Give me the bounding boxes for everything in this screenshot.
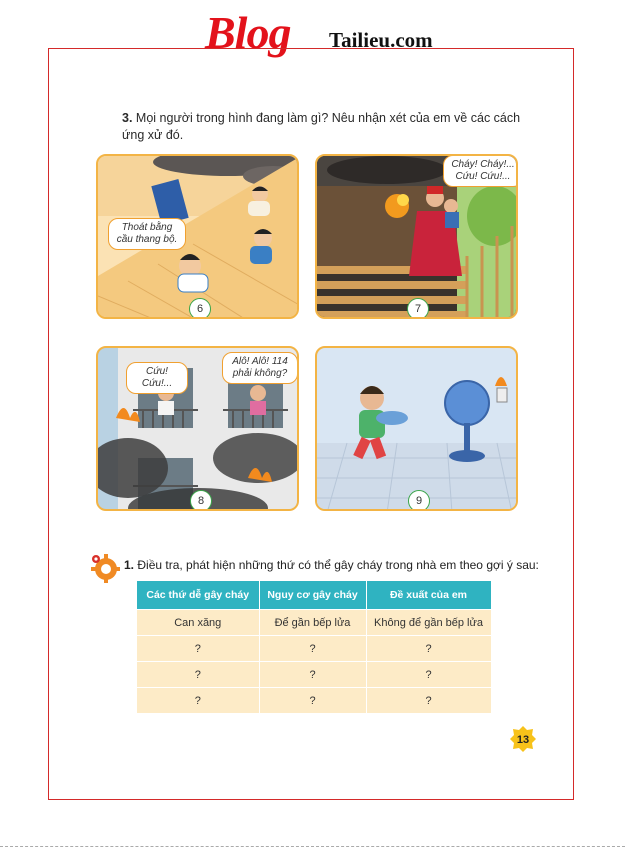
page-number: 13 — [516, 734, 530, 746]
table-cell: ? — [259, 688, 366, 714]
panel-number-8: 8 — [190, 490, 212, 511]
table-cell: ? — [137, 688, 259, 714]
table-cell: ? — [366, 636, 491, 662]
logo-blog-text: Blog — [205, 7, 291, 58]
question-3-text: Mọi người trong hình đang làm gì? Nêu nhận xét của em về các cách ứng xử đó. — [122, 111, 521, 142]
table-cell: ? — [137, 636, 259, 662]
bottom-divider — [0, 846, 625, 848]
table-cell: ? — [259, 636, 366, 662]
gear-icon — [90, 553, 120, 583]
speech-bubble-6: Thoát bằng cầu thang bộ. — [108, 218, 186, 250]
table-header-row — [137, 581, 491, 610]
table-row — [137, 636, 491, 662]
panel-number-6: 6 — [189, 298, 211, 319]
table-cell: ? — [259, 662, 366, 688]
table-cell: Không để gần bếp lửa — [366, 610, 491, 636]
table-cell: ? — [366, 662, 491, 688]
table-cell: Can xăng — [137, 610, 259, 636]
speech-bubble-8-left: Cứu! Cứu!... — [126, 362, 188, 394]
activity-1 — [124, 558, 539, 572]
table-row — [137, 662, 491, 688]
activity-1-number: 1. — [124, 558, 135, 572]
question-3 — [122, 110, 542, 144]
table-cell: ? — [366, 688, 491, 714]
logo-site-text: Tailieu.com — [329, 28, 433, 52]
table-header: Các thứ dễ gây cháy — [137, 581, 259, 610]
illustration-panel-8 — [96, 346, 299, 511]
table-row — [137, 688, 491, 714]
page-number-badge — [510, 726, 536, 752]
fan-fire-illustration — [317, 348, 518, 511]
illustration-panel-6 — [96, 154, 299, 319]
illustration-panel-9 — [315, 346, 518, 511]
table-header: Đề xuất của em — [366, 581, 491, 610]
panel-number-7: 7 — [407, 298, 429, 319]
table-cell: Để gần bếp lửa — [259, 610, 366, 636]
table-header: Nguy cơ gây cháy — [259, 581, 366, 610]
activity-1-text: Điều tra, phát hiện những thứ có thể gây cháy trong nhà em theo gợi ý sau: — [137, 558, 539, 572]
investigation-table — [137, 581, 492, 713]
table-row — [137, 610, 491, 636]
panel-number-9: 9 — [408, 490, 430, 511]
speech-bubble-8-right: Alô! Alô! 114 phải không? — [222, 352, 298, 384]
speech-bubble-7: Cháy! Cháy!... Cứu! Cứu!... — [443, 155, 518, 187]
table-cell: ? — [137, 662, 259, 688]
question-3-number: 3. — [122, 111, 133, 125]
illustration-panel-7 — [315, 154, 518, 319]
